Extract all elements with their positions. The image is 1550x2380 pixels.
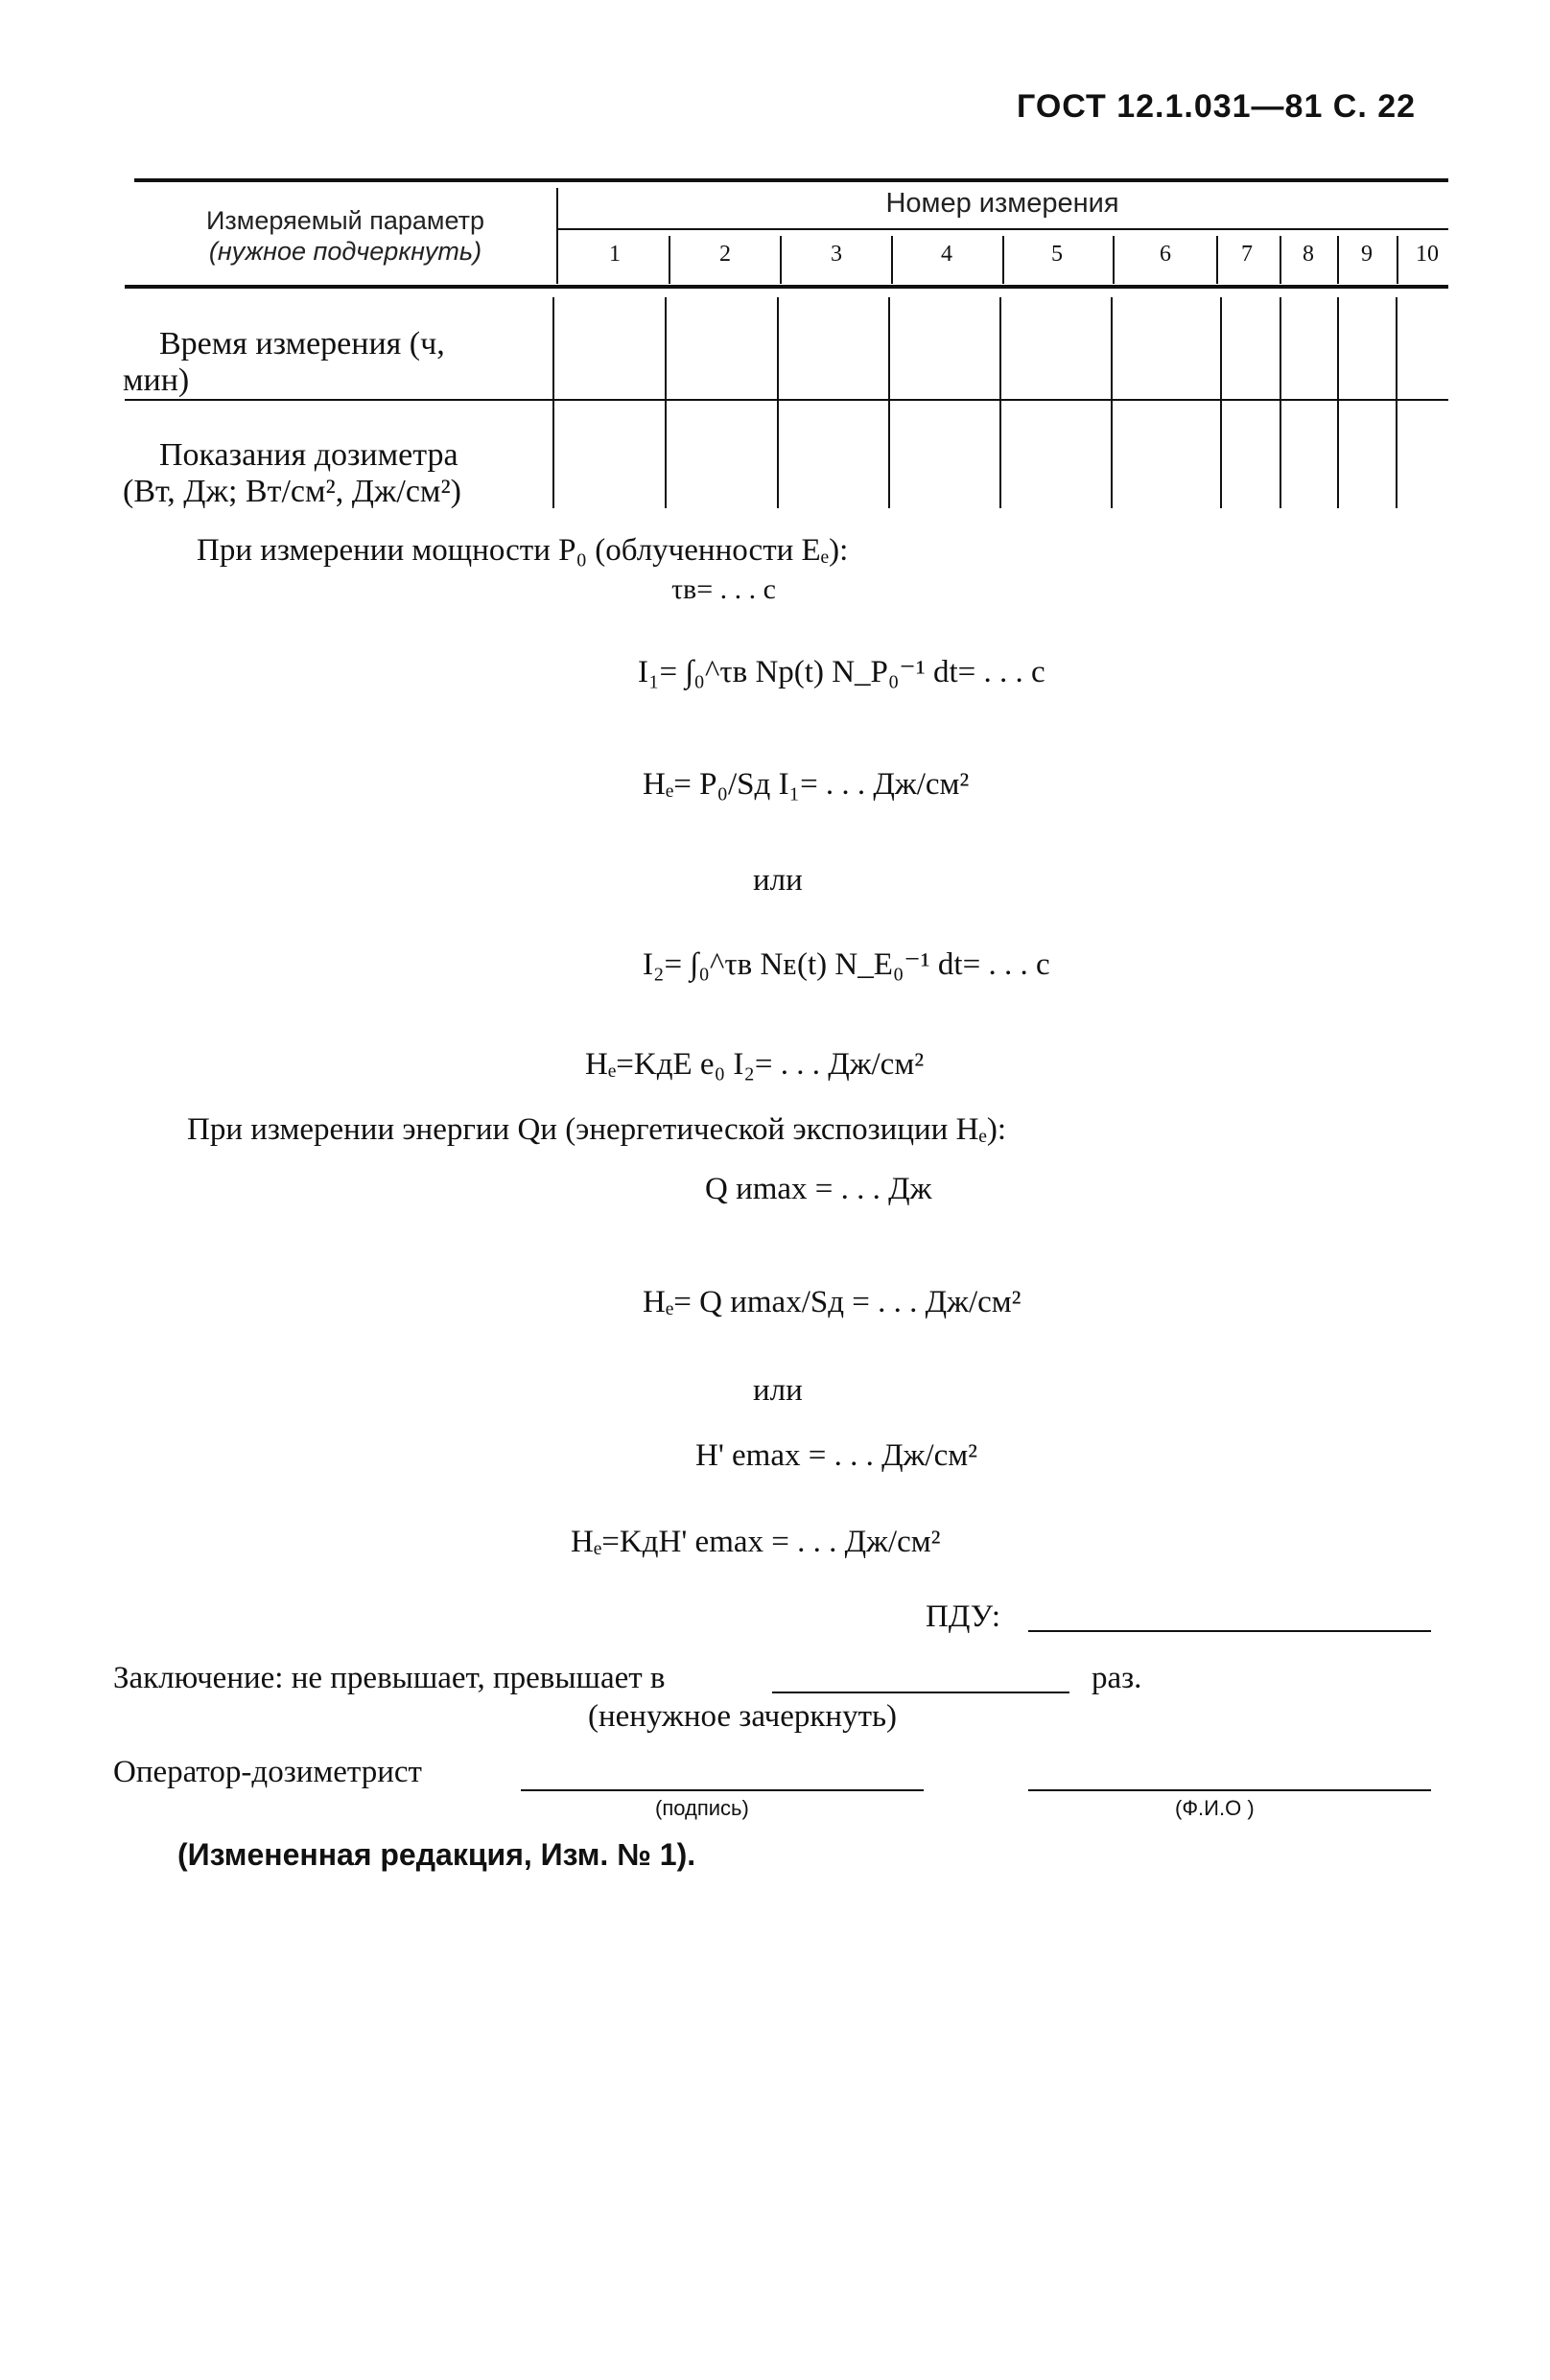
- body-sep: [777, 297, 779, 508]
- energy-intro: При измерении энергии Qи (энергетической экспозиции Hₑ):: [187, 1112, 1007, 1147]
- param-header: [144, 205, 547, 267]
- table-row-dosimeter: [123, 437, 554, 510]
- name-caption: (Ф.И.О ): [1175, 1796, 1255, 1820]
- formula-he-power: Hₑ= P₀/Sд I₁= . . . Дж/см²: [643, 767, 970, 802]
- column-number: 8: [1303, 242, 1314, 267]
- col-sep: [669, 236, 670, 284]
- body-sep: [888, 297, 890, 508]
- row-label-line1: Время измерения (ч,: [159, 326, 445, 362]
- row-label-line1: Показания дозиметра: [159, 437, 458, 473]
- formula-he-kd: Hₑ=KдE e₀ I₂= . . . Дж/см²: [585, 1047, 925, 1082]
- param-header-line2: (нужное подчеркнуть): [208, 237, 482, 266]
- column-number: 4: [941, 242, 952, 267]
- formula-he-energy: Hₑ= Q иmax/Sд = . . . Дж/см²: [643, 1285, 1022, 1319]
- tau-line: τв= . . . с: [671, 573, 776, 605]
- page-header: ГОСТ 12.1.031—81 С. 22: [1017, 88, 1417, 125]
- or-2: или: [753, 1373, 803, 1408]
- revision-note: (Измененная редакция, Изм. № 1).: [177, 1837, 696, 1872]
- body-sep: [1111, 297, 1113, 508]
- formula-h-emax: H' emax = . . . Дж/см²: [695, 1438, 978, 1473]
- body-sep: [999, 297, 1001, 508]
- measurement-header: Номер измерения: [885, 188, 1119, 219]
- conclusion-field[interactable]: [772, 1692, 1069, 1693]
- col-sep: [1002, 236, 1004, 284]
- pdu-label: ПДУ:: [926, 1599, 1001, 1634]
- column-number: 6: [1160, 242, 1171, 267]
- body-sep: [1280, 297, 1281, 508]
- body-sep: [1396, 297, 1397, 508]
- signature-caption: (подпись): [655, 1796, 749, 1820]
- col-sep: [891, 236, 893, 284]
- col-sep: [780, 236, 782, 284]
- operator-label: Оператор-дозиметрист: [113, 1755, 422, 1789]
- header-bottom-rule: [125, 285, 1448, 289]
- column-number: 9: [1361, 242, 1373, 267]
- param-header-line1: Измеряемый параметр: [206, 206, 484, 235]
- or-1: или: [753, 863, 803, 898]
- col-sep: [1113, 236, 1115, 284]
- formula-q-max: Q иmax = . . . Дж: [705, 1172, 932, 1206]
- header-divider: [556, 228, 1448, 230]
- name-field[interactable]: [1028, 1789, 1431, 1791]
- column-number: 5: [1051, 242, 1063, 267]
- column-number: 7: [1241, 242, 1253, 267]
- row-divider: [125, 399, 1448, 401]
- conclusion-label: Заключение: не превышает, превышает в: [113, 1661, 666, 1695]
- body-sep: [1337, 297, 1339, 508]
- pdu-field[interactable]: [1028, 1630, 1431, 1632]
- signature-field[interactable]: [521, 1789, 924, 1791]
- row-label-line2: (Вт, Дж; Вт/см², Дж/см²): [123, 474, 461, 509]
- formula-i1: I₁= ∫₀^τв Nр(t) N_P₀⁻¹ dt= . . . с: [638, 655, 1045, 689]
- body-sep: [1220, 297, 1222, 508]
- formula-he-kd2: Hₑ=KдH' emax = . . . Дж/см²: [571, 1525, 941, 1559]
- column-number: 10: [1416, 242, 1439, 267]
- table-row-time: [123, 326, 545, 399]
- row-label-line2: мин): [123, 362, 190, 398]
- column-number: 1: [609, 242, 621, 267]
- power-intro: При измерении мощности P₀ (облученности Eₑ):: [197, 533, 849, 568]
- conclusion-unit: раз.: [1092, 1661, 1142, 1695]
- column-number: 2: [719, 242, 731, 267]
- formula-i2: I₂= ∫₀^τв Nᴇ(t) N_E₀⁻¹ dt= . . . с: [643, 947, 1050, 982]
- table-top-rule: [134, 178, 1448, 182]
- body-sep: [665, 297, 667, 508]
- column-number: 3: [831, 242, 842, 267]
- conclusion-note: (ненужное зачеркнуть): [588, 1699, 898, 1734]
